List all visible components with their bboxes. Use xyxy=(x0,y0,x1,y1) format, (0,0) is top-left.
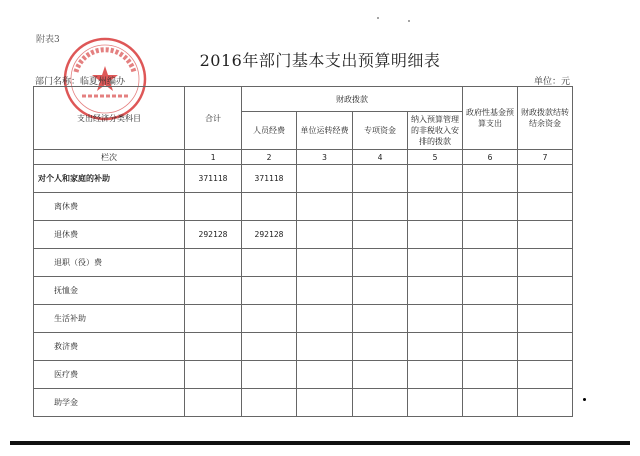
row-total: 292128 xyxy=(185,221,242,249)
col-num: 5 xyxy=(408,150,463,165)
row-personnel: 292128 xyxy=(242,221,297,249)
unit-label: 单位：元 xyxy=(533,77,570,87)
row-total xyxy=(185,333,242,361)
scan-speck xyxy=(377,17,379,19)
row-total xyxy=(185,305,242,333)
table-row xyxy=(34,221,573,249)
table-row xyxy=(34,305,573,333)
col-num: 4 xyxy=(353,150,408,165)
row-personnel xyxy=(242,277,297,305)
table-row xyxy=(34,277,573,305)
row-label: 对个人和家庭的补助 xyxy=(34,165,185,193)
row-label: 救济费 xyxy=(34,333,185,361)
col-num: 2 xyxy=(242,150,297,165)
header-row-1 xyxy=(34,87,573,112)
col-row-label: 栏次 xyxy=(34,150,185,165)
annex-label: 附表3 xyxy=(36,35,60,45)
page-title: 2016年部门基本支出预算明细表 xyxy=(199,51,441,70)
row-personnel xyxy=(242,305,297,333)
header-personnel: 人员经费 xyxy=(242,112,297,150)
table-row xyxy=(34,249,573,277)
row-personnel xyxy=(242,193,297,221)
row-label: 生活补助 xyxy=(34,305,185,333)
row-total xyxy=(185,277,242,305)
header-special: 专项资金 xyxy=(353,112,408,150)
row-personnel xyxy=(242,361,297,389)
col-num: 6 xyxy=(463,150,518,165)
row-label: 退职（役）费 xyxy=(34,249,185,277)
col-num: 3 xyxy=(297,150,353,165)
row-label: 助学金 xyxy=(34,389,185,417)
table-row xyxy=(34,333,573,361)
table-row xyxy=(34,165,573,193)
col-num: 7 xyxy=(518,150,573,165)
budget-table xyxy=(33,86,573,417)
scan-speck xyxy=(408,20,410,22)
row-total xyxy=(185,193,242,221)
header-operating: 单位运转经费 xyxy=(297,112,353,150)
table-row xyxy=(34,193,573,221)
row-total xyxy=(185,389,242,417)
row-total xyxy=(185,361,242,389)
scan-edge-bar xyxy=(10,441,630,445)
row-personnel xyxy=(242,333,297,361)
header-balance: 财政拨款结转结余资金 xyxy=(518,87,573,150)
row-personnel: 371118 xyxy=(242,165,297,193)
row-total xyxy=(185,249,242,277)
row-personnel xyxy=(242,389,297,417)
row-label: 医疗费 xyxy=(34,361,185,389)
header-govfund: 政府性基金预算支出 xyxy=(463,87,518,150)
row-label: 退休费 xyxy=(34,221,185,249)
header-fiscal: 财政拨款 xyxy=(242,87,463,112)
table-row xyxy=(34,389,573,417)
row-total: 371118 xyxy=(185,165,242,193)
row-label: 离休费 xyxy=(34,193,185,221)
header-total: 合计 xyxy=(185,87,242,150)
table-row xyxy=(34,361,573,389)
row-personnel xyxy=(242,249,297,277)
row-label: 抚恤金 xyxy=(34,277,185,305)
header-nontax: 纳入预算管理的非税收入安排的拨款 xyxy=(408,112,463,150)
scan-dot xyxy=(583,398,586,401)
column-number-row xyxy=(34,150,573,165)
department-name: 部门名称：临夏州编办 xyxy=(35,77,126,87)
col-num: 1 xyxy=(185,150,242,165)
header-category: 支出经济分类科目 xyxy=(34,87,185,150)
